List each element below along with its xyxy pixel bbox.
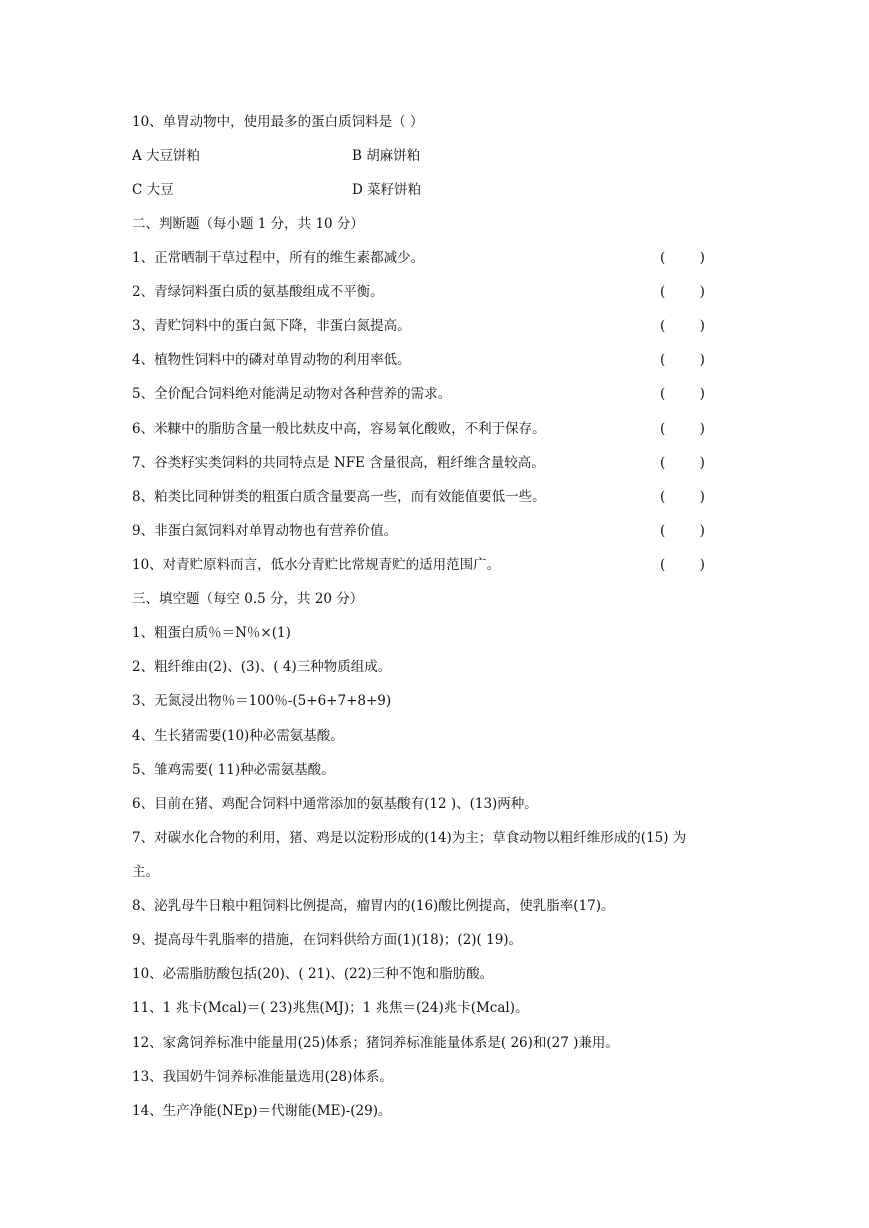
answer-bracket: ( ) xyxy=(660,250,705,266)
fill-item: 8、泌乳母牛日粮中粗饲料比例提高，瘤胃内的(16)酸比例提高，使乳脂率(17)。 xyxy=(132,898,615,914)
judge-item: 5、全价配合饲料绝对能满足动物对各种营养的需求。 xyxy=(132,386,452,402)
judge-item: 8、粕类比同种饼类的粗蛋白质含量要高一些，而有效能值要低一些。 xyxy=(132,489,546,505)
judge-item: 2、青绿饲料蛋白质的氨基酸组成不平衡。 xyxy=(132,284,384,300)
judge-heading: 二、判断题（每小题 1 分，共 10 分） xyxy=(132,216,364,232)
judge-item: 1、正常晒制干草过程中，所有的维生素都减少。 xyxy=(132,250,425,266)
fill-item: 主。 xyxy=(132,864,159,880)
fill-item: 5、雏鸡需要( 11)种必需氨基酸。 xyxy=(132,762,335,778)
answer-bracket: ( ) xyxy=(660,421,705,437)
fill-item: 9、提高母牛乳脂率的措施，在饲料供给方面(1)(18)；(2)( 19)。 xyxy=(132,932,523,948)
fill-item: 13、我国奶牛饲养标准能量选用(28)体系。 xyxy=(132,1069,393,1085)
answer-bracket: ( ) xyxy=(660,557,705,573)
option-a: A 大豆饼粕 xyxy=(132,148,201,164)
fill-item: 6、目前在猪、鸡配合饲料中通常添加的氨基酸有(12 )、(13)两种。 xyxy=(132,796,538,812)
fill-item: 14、生产净能(NEp)＝代谢能(ME)-(29)。 xyxy=(132,1103,392,1119)
judge-item: 3、青贮饲料中的蛋白氮下降，非蛋白氮提高。 xyxy=(132,318,411,334)
answer-bracket: ( ) xyxy=(660,455,705,471)
judge-item: 9、非蛋白氮饲料对单胃动物也有营养价值。 xyxy=(132,523,398,539)
fill-item: 3、无氮浸出物％＝100％-(5+6+7+8+9) xyxy=(132,693,392,709)
option-b: B 胡麻饼粕 xyxy=(352,148,421,164)
judge-item: 6、米糠中的脂肪含量一般比麸皮中高，容易氧化酸败，不利于保存。 xyxy=(132,421,546,437)
answer-bracket: ( ) xyxy=(660,352,705,368)
judge-item: 10、对青贮原料而言，低水分青贮比常规青贮的适用范围广。 xyxy=(132,557,501,573)
fill-item: 7、对碳水化合物的利用，猪、鸡是以淀粉形成的(14)为主；草食动物以粗纤维形成的(15) 为 xyxy=(132,830,687,846)
fill-item: 2、粗纤维由(2)、(3)、( 4)三种物质组成。 xyxy=(132,659,392,675)
answer-bracket: ( ) xyxy=(660,284,705,300)
fill-item: 10、必需脂肪酸包括(20)、( 21)、(22)三种不饱和脂肪酸。 xyxy=(132,966,494,982)
option-d: D 菜籽饼粕 xyxy=(352,182,422,198)
fill-item: 1、粗蛋白质％＝N％×(1) xyxy=(132,625,291,641)
fill-item: 12、家禽饲养标准中能量用(25)体系；猪饲养标准能量体系是( 26)和(27 )兼用。 xyxy=(132,1035,619,1051)
option-c: C 大豆 xyxy=(132,182,174,198)
fill-heading: 三、填空题（每空 0.5 分，共 20 分） xyxy=(132,591,364,607)
judge-item: 7、谷类籽实类饲料的共同特点是 NFE 含量很高，粗纤维含量较高。 xyxy=(132,455,545,471)
fill-item: 4、生长猪需要(10)种必需氨基酸。 xyxy=(132,728,344,744)
answer-bracket: ( ) xyxy=(660,523,705,539)
answer-bracket: ( ) xyxy=(660,386,705,402)
fill-item: 11、1 兆卡(Mcal)＝( 23)兆焦(MJ)；1 兆焦＝(24)兆卡(Mcal)。 xyxy=(132,1000,529,1016)
judge-item: 4、植物性饲料中的磷对单胃动物的利用率低。 xyxy=(132,352,411,368)
answer-bracket: ( ) xyxy=(660,318,705,334)
question-10: 10、单胃动物中，使用最多的蛋白质饲料是（ ） xyxy=(132,114,424,130)
answer-bracket: ( ) xyxy=(660,489,705,505)
